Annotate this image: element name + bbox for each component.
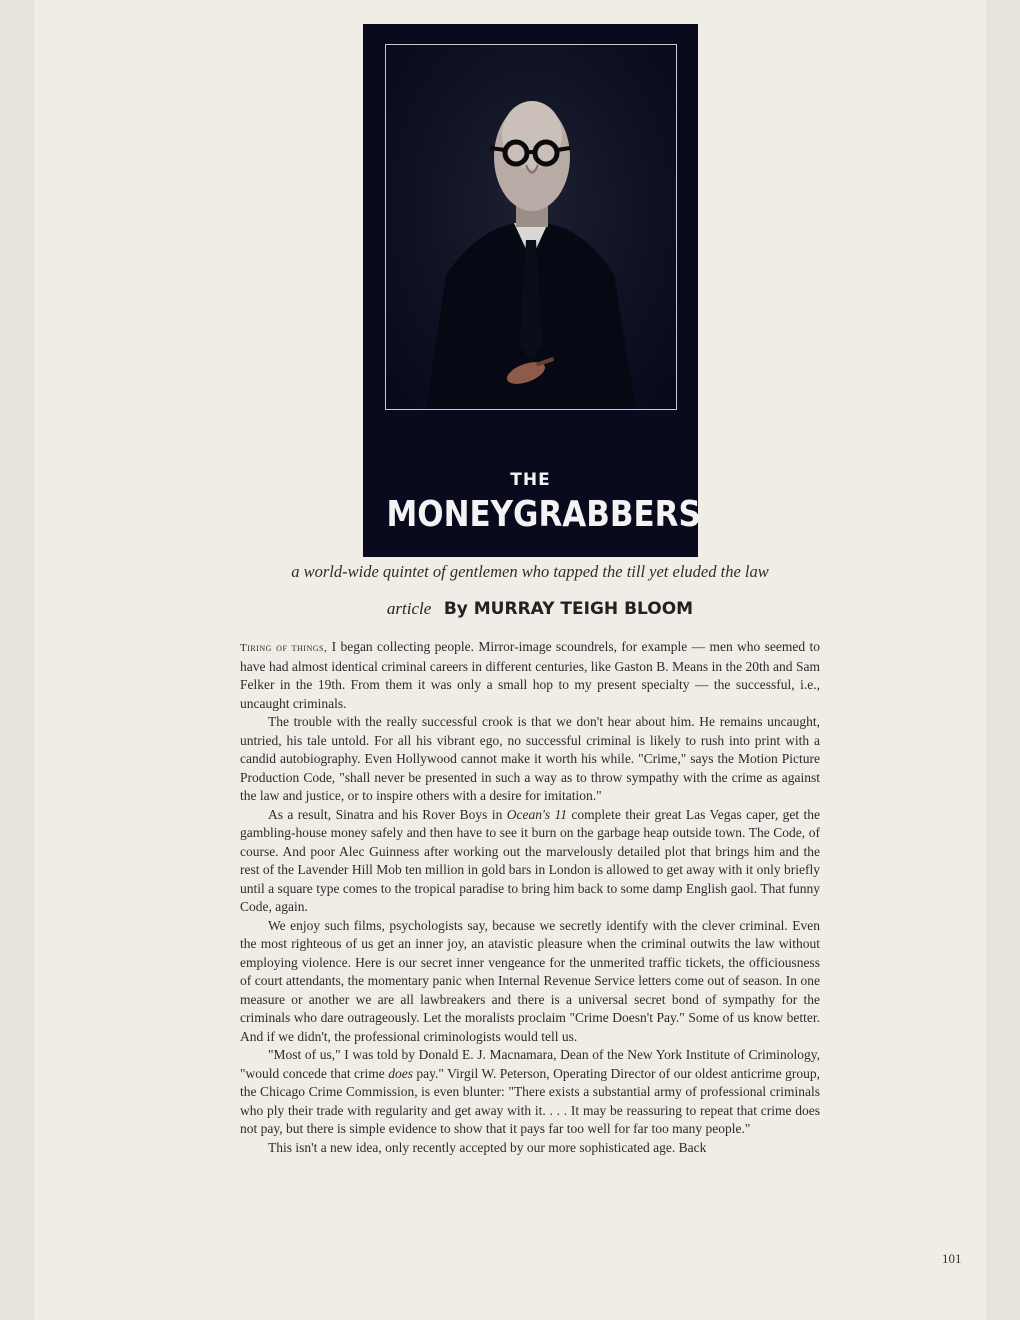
paragraph-1: [240, 638, 820, 713]
article-body: [240, 638, 820, 1157]
lead-in: Tiring of things,: [240, 642, 328, 654]
headline-title: MONEYGRABBERS: [386, 494, 701, 535]
byline: [0, 598, 1020, 619]
paragraph-3-text-a: As a result, Sinatra and his Rover Boys in: [268, 806, 507, 822]
byline-author: By MURRAY TEIGH BLOOM: [443, 599, 694, 619]
paragraph-2: The trouble with the really successful crook is that we don't hear about him. He remains uncaught, untried, his tale untold. For all his vibrant ego, no successful criminal is likely to rush into print with a candid autobiography. Even Hollywood cannot make it worth his while. "Crime," says the Motion Picture Production Code, "shall never be presented in such a way as to throw sympathy with the crime as against the law and justice, or to inspire others with a desire for imitation.": [240, 714, 820, 803]
paragraph-5-text-a: "Most of us," I was told by Donald E. J. Macnamara, Dean of the New York Institute of Criminology, "would concede that crime: [240, 1047, 820, 1081]
paragraph-6: This isn't a new idea, only recently accepted by our more sophisticated age. Back: [268, 1139, 707, 1155]
paragraph-3: [240, 806, 820, 917]
paragraph-5-text-b: pay." Virgil W. Peterson, Operating Director of our oldest anticrime group, the Chicago Crime Commission, is even blunter: "There exists a substantial army of professional criminals who ply their trade with regularity and get away with it. . . . It may be reassuring to repeat that crime does not pay, but there is simple evidence to show that it pays far too well for far too many people.": [240, 1065, 820, 1136]
paragraph-1-text: I began collecting people. Mirror-image scoundrels, for example — men who seemed to have had almost identical criminal careers in different centuries, like Gaston B. Means in the 20th and Sam Felker in the 19th. From them it was only a small hop to my present specialty — the successful, i.e., uncaught criminals.: [240, 639, 821, 711]
film-title: Ocean's 11: [506, 806, 568, 822]
headline-kicker: THE: [510, 470, 551, 490]
paragraph-5: [240, 1046, 820, 1139]
emphasis: does: [388, 1065, 413, 1081]
hero-panel: [363, 24, 701, 557]
article-deck: a world-wide quintet of gentlemen who tapped the till yet eluded the law: [291, 562, 769, 581]
paragraph-3-text-b: complete their great Las Vegas caper, get the gambling-house money safely and then have to see it burn on the garbage heap outside town. The Code, of course. And poor Alec Guinness after working out the marvelously detailed plot that brings him and the rest of the Lavender Hill Mob ten million in gold bars in London is allowed to get away with it only briefly until a square type comes to the tropical paradise to bring him back to some damp English gaol. That funny Code, again.: [240, 806, 820, 914]
page-number: 101: [942, 1251, 962, 1266]
paragraph-4: We enjoy such films, psychologists say, because we secretly identify with the clever criminal. Even the most righteous of us get an inner joy, an atavistic pleasure when the criminal outwits the law without employing violence. Here is our secret inner vengeance for the unmerited traffic tickets, the officiousness of court attendants, the momentary panic when Internal Revenue Service letters come out of season. In one measure or another we are all lawbreakers and there is a universal secret bond of sympathy for the criminals who dare outrageously. Let the moralists proclaim "Crime Doesn't Pay." Some of us know better. And if we didn't, the professional criminologists would tell us.: [240, 917, 820, 1044]
portrait-photo: [385, 44, 677, 410]
byline-label: article: [386, 599, 432, 618]
portrait-illustration: [386, 45, 676, 409]
